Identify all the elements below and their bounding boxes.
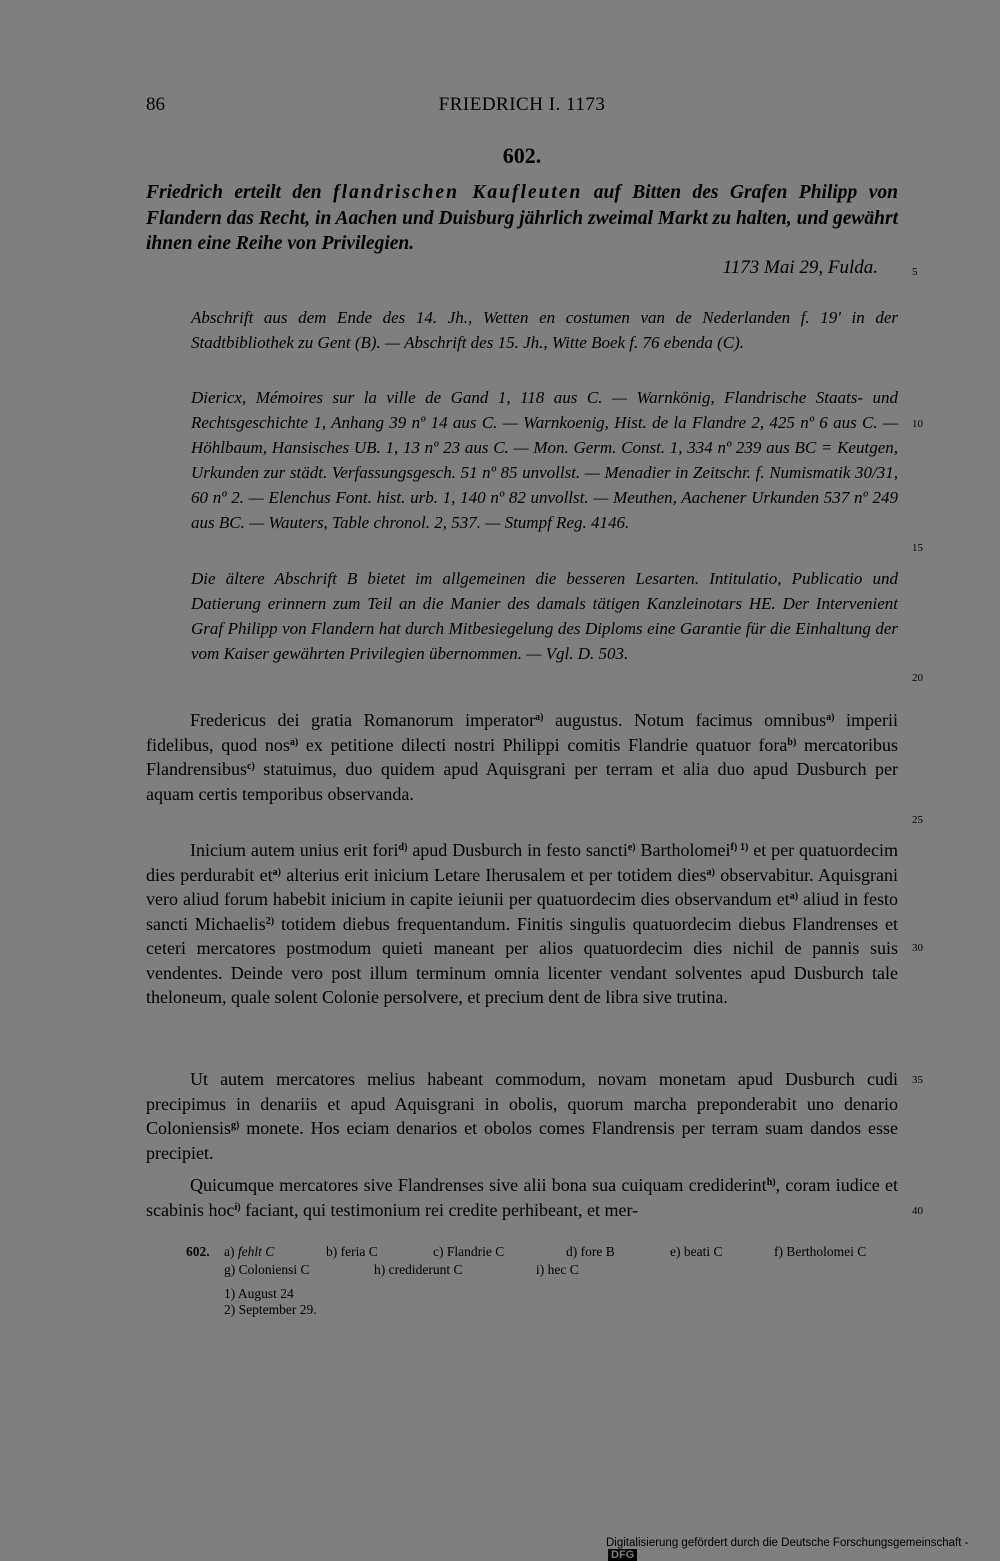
line-number: 40 xyxy=(912,1205,923,1217)
variant-row xyxy=(224,1244,866,1260)
running-header xyxy=(146,94,898,124)
dateline: 1173 Mai 29, Fulda. xyxy=(722,257,878,278)
line-number: 15 xyxy=(912,542,923,554)
page-number: 86 xyxy=(146,94,165,115)
variant-note: a) fehlt C xyxy=(224,1244,275,1259)
variant-note: g) Coloniensi C xyxy=(224,1262,310,1277)
variant-note: b) feria C xyxy=(326,1244,378,1259)
footnote-marker: d) xyxy=(398,842,408,853)
footnote-marker: a) xyxy=(789,891,799,902)
line-number: 35 xyxy=(912,1074,923,1086)
variant-row xyxy=(224,1262,579,1278)
variant-note: i) hec C xyxy=(536,1262,579,1277)
transmission-note: Abschrift aus dem Ende des 14. Jh., Wetten en costumen van de Nederlanden f. 19' in der Stadtbibliothek zu Gent (B). — Abschrift des 15. Jh., Witte Boek f. 76 ebenda (C). xyxy=(191,308,898,352)
line-number: 30 xyxy=(912,942,923,954)
explanatory-note: 1) August 24 xyxy=(224,1286,294,1301)
footnote-marker: a) xyxy=(706,866,715,878)
variant-note: e) beati C xyxy=(670,1244,723,1259)
running-title: FRIEDRICH I. 1173 xyxy=(438,94,606,115)
variant-note: f) Bertholomei C xyxy=(774,1244,867,1259)
regest xyxy=(146,180,898,257)
variant-note: h) crediderunt C xyxy=(374,1262,463,1277)
footnote-marker: f) 1) xyxy=(730,842,749,853)
line-number: 10 xyxy=(912,418,923,430)
regest-part-2: auf Bitten des Grafen Philipp von Flandern das Recht, in Aachen und Duisburg jährlich zweimal Markt zu halten, und gewährt ihnen eine Reihe von Privilegien. xyxy=(146,182,898,254)
line-number: 25 xyxy=(912,814,923,826)
footnote-marker: b) xyxy=(787,736,797,748)
variant-note: d) fore B xyxy=(566,1244,615,1259)
body-paragraph: Quicumque mercatores sive Flandrenses sive alii bona sua cuiquam crediderint$^{h)}$, coram iudice et scabinis hoc$^{i)}$ faciant, qui testimonium rei credite perhibeant, et mer- xyxy=(146,1175,898,1220)
commentary-note: Die ältere Abschrift B bietet im allgemeinen die besseren Lesarten. Intitulatio, Publicatio und Datierung erinnern zum Teil an die Manier des damals tätigen Kanzleinotars HE. Der Intervenient Graf Philipp von Flandern hat durch Mitbesiegelung des Diploms eine Garantie für die Einhaltung der vom Kaiser gewährten Privilegien übernommen. — Vgl. D. 503. xyxy=(191,569,898,663)
footnote-marker: c) xyxy=(247,761,255,772)
regest-spaced: flandrischen Kaufleuten xyxy=(333,182,583,203)
line-number: 5 xyxy=(912,266,918,278)
footnote-marker: a) xyxy=(289,736,299,748)
footnote-label: 602. xyxy=(186,1244,210,1259)
dfg-logo-icon: DFG xyxy=(608,1549,637,1561)
footnote-marker: a) xyxy=(826,712,835,723)
footnote-marker: a) xyxy=(272,866,281,878)
editions-note: Diericx, Mémoires sur la ville de Gand 1, 118 aus C. — Warnkönig, Flandrische Staats- und Rechtsgeschichte 1, Anhang 39 nº 14 aus C. — Warnkoenig, Hist. de la Flandre 2, 425 nº 6 aus C. — Höhlbaum, Hansisches UB. 1, 13 nº 23 aus C. — Mon. Germ. Const. 1, 334 nº 239 aus BC = Keutgen, Urkunden zur städt. Verfassungsgesch. 51 nº 85 unvollst. — Menadier in Zeitschr. f. Numismatik 30/31, 60 nº 2. — Elenchus Font. hist. urb. 1, 140 nº 82 unvollst. — Meuthen, Aachener Urkunden 537 nº 249 aus BC. — Wauters, Table chronol. 2, 537. — Stumpf Reg. 4146. xyxy=(191,388,898,532)
footnote-marker: g) xyxy=(231,1120,240,1131)
document-number: 602. xyxy=(502,143,542,168)
funding-footer xyxy=(606,1537,1000,1561)
regest-part-1: Friedrich erteilt den xyxy=(146,182,334,203)
body-paragraph: Inicium autem unius erit fori$^{d)}$ apud Dusburch in festo sancti$^{e)}$ Bartholomei$^{f) 1)}$ et per quatuordecim dies perdurabit $et^{a)}$ alterius erit inicium Letare Iherusalem et per totidem dies$^{a)}$ observabitur. Aquisgrani vero aliud forum habebit inicium in capite ieiunii per quatuordecim dies observandum $et^{a)}$ aliud in festo sancti Michaelis$^{2)}$ totidem diebus frequentandum. Finitis singulis quatuordecim diebus Flandrenses et ceteri mercatores postmodum quieti maneant per alios quatuordecim dies nichil de pannis suis vendentes. Deinde vero post illum terminum omnia licenter vendant solventes apud Dusburch tale theloneum, quale solent Colonie persolvere, et precium dent de libra sive trutina. xyxy=(146,840,898,1007)
explanatory-note: 2) September 29. xyxy=(224,1302,317,1317)
footnote-marker: h) xyxy=(766,1177,776,1188)
variant-note: c) Flandrie C xyxy=(433,1244,505,1259)
funding-text: Digitalisierung gefördert durch die Deutsche Forschungsgemeinschaft - xyxy=(606,1537,969,1549)
footnote-marker: e) xyxy=(627,842,636,853)
body-paragraph: Ut autem mercatores melius habeant commodum, novam monetam apud Dusburch cudi precipimus in denariis et apud Aquisgrani in obolis, quorum marcha preponderabit uno denario Coloniensis$^{g)}$ monete. Hos eciam denarios et obolos comes Flandrensis per terram suam dandos esse precipiet. xyxy=(146,1069,898,1163)
footnote-marker: i) xyxy=(234,1201,241,1213)
body-paragraph: Fredericus dei gratia Romanorum imperator$^{a)}$ augustus. Notum facimus omnibus$^{a)}$ imperii fidelibus, quod nos$^{a)}$ ex petitione dilecti nostri Philippi comitis Flandrie quatuor fora$^{b)}$ mercatoribus Flandrensibus$^{c)}$ statuimus, duo quidem apud Aquisgrani per terram et alia duo apud Dusburch per aquam certis temporibus observanda. xyxy=(146,710,898,804)
line-number: 20 xyxy=(912,672,923,684)
footnote-marker: a) xyxy=(535,712,544,723)
footnote-marker: 2) xyxy=(265,915,275,927)
